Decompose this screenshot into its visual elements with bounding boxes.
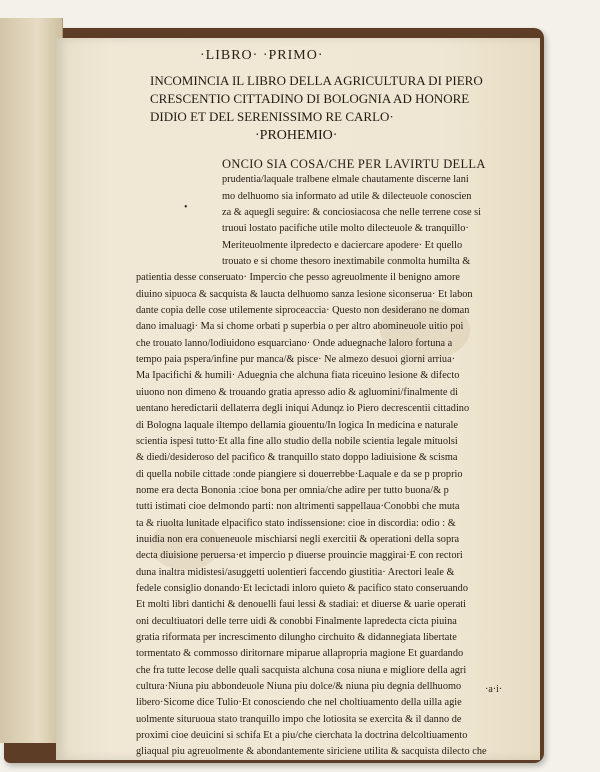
- text-line: Meriteuolmente ilpredecto e daciercare apodere· Et quello: [222, 239, 463, 251]
- text-line: dano imaluagi· Ma si chome orbati p superbia o per altro abomineuole uitio poi: [136, 321, 464, 333]
- left-page-edge: [0, 18, 63, 743]
- body-text: [136, 156, 520, 761]
- text-line: nome era decta Bononia :cioe bona per omnia/che adire per tutto buona/& p: [136, 484, 449, 496]
- text-line: uiuono non dimeno & trouando gratia apresso adio & agluomini/finalmente di: [136, 386, 458, 398]
- text-line: proximi cioe deuicini si schifa Et a piu/che cierchata la doctrina delcoltiuamento: [136, 730, 468, 742]
- incipit-line: INCOMINCIA IL LIBRO DELLA AGRICULTURA DI PIERO: [150, 73, 483, 88]
- text-line: tempo paia pspera/infine pur manca/& pisce· Ne almezo desuoi giorni arriua·: [136, 354, 456, 366]
- text-line: duna inaltra midistesi/asuggetti uolentieri faccendo giustitia· Arectori leale &: [136, 566, 455, 578]
- text-line: Et molti libri dantichi & denouelli faui lessi & stadiai: et diuerse & uarie operati: [136, 599, 466, 611]
- text-line: gliaqual piu agreuolmente & abondantemente siriciene utilita & sacquista dilecto che: [136, 746, 487, 758]
- text-line: scientia ispesi tutto·Et alla fine allo studio della nobile scientia legale mituolsi: [136, 435, 458, 447]
- marginal-mark-dot: •: [184, 202, 188, 213]
- text-line: dante copia delle cose utilemente siproceaccia· Questo non desiderano ne doman: [136, 305, 470, 317]
- incipit-line: CRESCENTIO CITTADINO DI BOLOGNIA AD HONORE: [150, 91, 470, 106]
- text-line: fedele consiglio donando·Et lecictadi inloro quieto & pacifico stato conseruando: [136, 582, 468, 594]
- text-line: diuino sipuoca & sacquista & laucta delhuomo sanza lesione siconserua· Et labon: [136, 288, 473, 300]
- text-line: di Bologna laquale iltempo dellamia giouentu/In logica In medicina e naturale: [136, 419, 458, 431]
- text-line: uentano heredictarii dellaterra degli iniqui Adunqz io Piero decrescentii cittadino: [136, 403, 470, 415]
- text-line: gratia riformata per increscimento dilungho circhuito & didannegiata libertate: [136, 631, 457, 643]
- text-line: patientia desse conseruato· Impercio che pesso agreuolmente il benigno amore: [136, 272, 460, 284]
- text-line: ta & riuolta lunitade elpacifico stato indissensione: cioe in discordia: odio : &: [136, 517, 456, 529]
- text-line: oni decultiuatori delle terre uidi & conobbi Finalmente lapredecta cicta piuina: [136, 615, 457, 627]
- text-line: decta diuisione peruersa·et impercio p diuerse prouincie maggirai·E con rectori: [136, 550, 463, 562]
- text-line: trouato e si chome thesoro inextimabile conmolta humilta &: [222, 256, 471, 268]
- text-line: za & aquegli seguire: & conciosiacosa che nelle terrene cose si: [222, 207, 482, 219]
- text-line: & diedi/desideroso del pacifico & tranquillo stato doppo ladiuisione & scisma: [136, 452, 458, 464]
- text-line: di quella nobile cittade :onde piangiere si douerrebbe·Laquale e da se p proprio: [136, 468, 463, 480]
- text-line: libero·Sicome dice Tulio·Et conosciendo che nel choltiuamento della uilla agie: [136, 697, 462, 709]
- text-line: tutti istimati cioe delmondo parti: non altrimenti sappellaua·Conobbi che muta: [136, 501, 460, 513]
- text-line: che fra tutte lecose delle quali sacquista alchuna cosa niuna e migliore della agri: [136, 664, 467, 676]
- text-line: tormentato & commosso diritornare miparue allapropria magione Et guardando: [136, 648, 464, 660]
- text-line: uolmente situruoua stato tranquillo impo che lotiosita se exercita & il danno de: [136, 713, 462, 725]
- text-line: mo delhuomo sia informato ad utile & dilecteuole conoscien: [222, 190, 472, 202]
- text-line: prudentia/laquale tralbene elmale chautamente discerne lani: [222, 174, 469, 186]
- text-line: Ma Ipacifichi & humili· Aduegnia che alchuna fiata riceuino lesione & difecto: [136, 370, 460, 382]
- text-line: truoui lostato pacifiche utile molto dilecteuole & tranquillo·: [222, 223, 469, 235]
- section-heading: ·PROHEMIO·: [255, 128, 338, 143]
- text-line: cultura·Niuna piu abbondeuole Niuna piu dolce/& niuna piu degnia dellhuomo: [136, 681, 462, 692]
- running-head: ·LIBRO· ·PRIMO·: [200, 48, 324, 63]
- text-line: che trouato lanno/lodiuidono esquarciano· Onde aduegnache laloro fortuna a: [136, 337, 453, 349]
- text-line: inuidia non era conueneuole mischiarsi negli exercitii & operationi della sopra: [136, 533, 460, 545]
- text-line: ONCIO SIA COSA/CHE PER LAVIRTU DELLA: [222, 157, 486, 171]
- incipit-heading: [150, 72, 530, 126]
- signature-mark: ·a·i·: [485, 684, 503, 695]
- incipit-line: DIDIO ET DEL SERENISSIMO RE CARLO·: [150, 109, 394, 124]
